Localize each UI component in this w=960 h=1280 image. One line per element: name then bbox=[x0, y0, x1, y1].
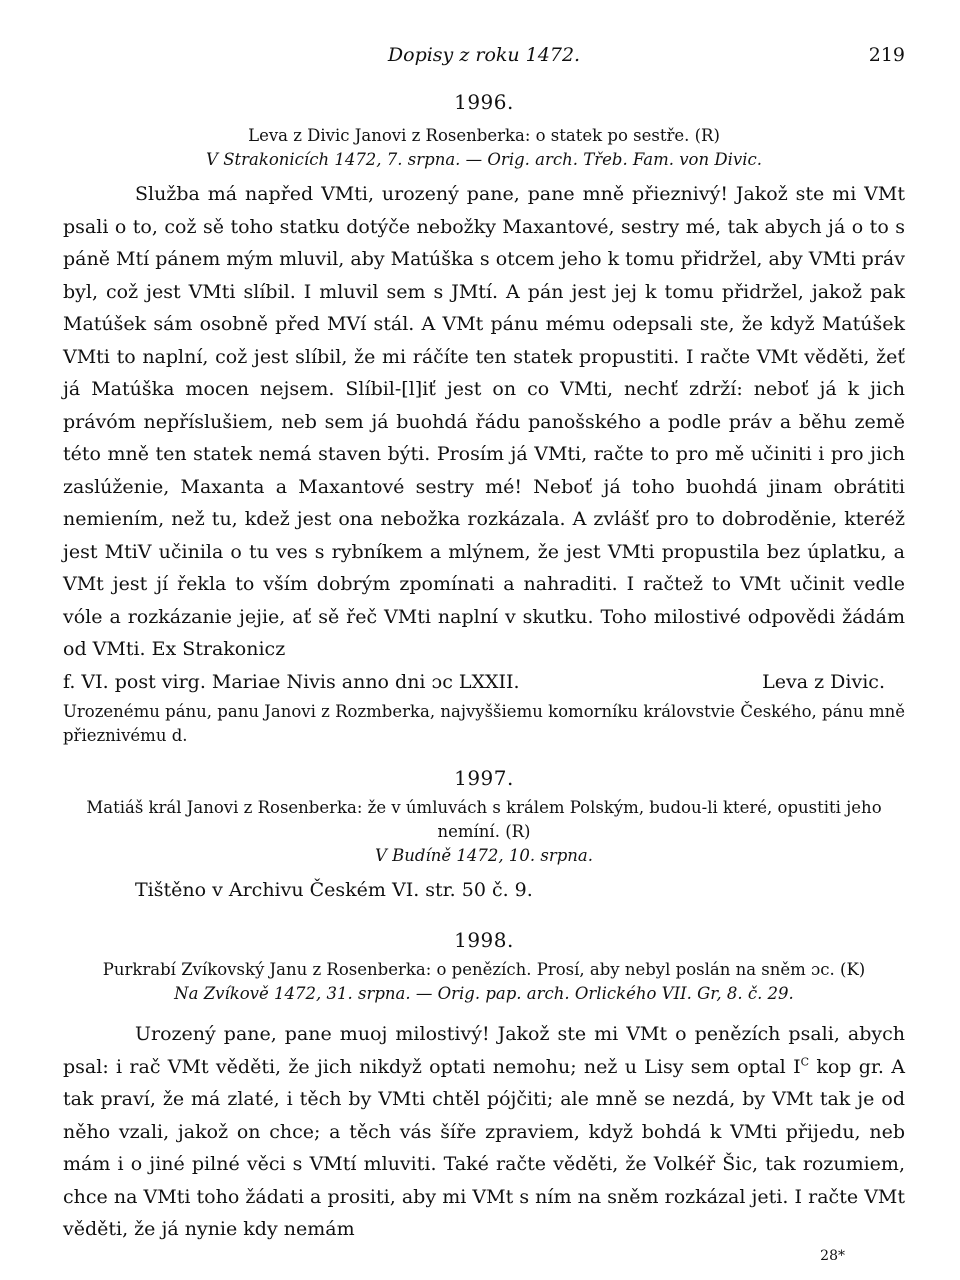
sheet-signature: 28* bbox=[820, 1247, 845, 1264]
letter-entry-1996 bbox=[63, 90, 905, 748]
entry-number: 1996. bbox=[454, 90, 514, 114]
running-head bbox=[63, 40, 905, 74]
closing-date: f. VI. post virg. Mariae Nivis anno dni ɔc LXXII. bbox=[63, 670, 520, 693]
letter-address: Urozenému pánu, panu Janovi z Rozmberka, najvyššiemu komorníku královstvie Českého, pánu mně přieznivému d. bbox=[63, 702, 905, 745]
letter-body-part: kop gr. A tak praví, že má zlaté, i těch by VMti chtěl pójčiti; ale mně se nezdá, by VMt tak je od něho vzali, jakož on chce; a těch vás šíře zpraviem, když bohdá k VMti přijedu, neb mám i o jiné pilné věci s VMtí mluviti. Také račte věděti, že Volkéř Šic, tak rozumiem, chce na VMti toho žádati a prositi, aby mi VMt s ním na sněm rozkázal jeti. I račte VMt věděti, že já nynie kdy nemám bbox=[63, 1055, 906, 1240]
superscript-mark: C bbox=[800, 1055, 810, 1069]
entry-number: 1997. bbox=[454, 766, 514, 790]
print-reference: Tištěno v Archivu Českém VI. str. 50 č. 9. bbox=[135, 879, 533, 901]
entry-dating: Na Zvíkově 1472, 31. srpna. — Orig. pap. arch. Orlického VII. Gr, 8. č. 29. bbox=[174, 984, 794, 1003]
entry-dating: V Strakonicích 1472, 7. srpna. — Orig. arch. Třeb. Fam. von Divic. bbox=[206, 150, 762, 169]
letter-entry-1997 bbox=[63, 766, 905, 906]
signature: Leva z Divic. bbox=[762, 670, 885, 693]
running-title: Dopisy z roku 1472. bbox=[387, 44, 581, 66]
entry-number: 1998. bbox=[454, 928, 514, 952]
letter-body bbox=[63, 1018, 905, 1246]
letter-entry-1998 bbox=[63, 928, 905, 1246]
entry-dating: V Budíně 1472, 10. srpna. bbox=[375, 846, 593, 865]
letter-body-part: Urozený pane, pane muoj milostivý! Jakož ste mi VMt o penězích psali, abych psal: i rač VMt věděti, že jich nikdyž optati nemohu; než u Lisy sem optal I bbox=[63, 1023, 905, 1078]
book-page bbox=[63, 40, 905, 1264]
entry-regest: Matiáš král Janovi z Rosenberka: že v úmluvách s králem Polským, budou-li které, opustiti jeho nemíní. (R) bbox=[86, 798, 882, 841]
closing-line bbox=[63, 666, 905, 699]
letter-body: Služba má napřed VMti, urozený pane, pane mně přieznivý! Jakož ste mi VMt psali o to, což sě toho statku dotýče nebožky Maxantové, sestry mé, tak abych já o to s páně Mtí pánem mým mluvil, aby Matúška s otcem jeho k tomu přidržel, aby VMti práv byl, což jest VMti slíbil. I mluvil sem s JMtí. A pán jest jej k tomu přidržel, jakož pak Matúšek sám osobně před MVí stál. A VMt pánu mému odepsali ste, že když Matúšek VMti to naplní, což jest slíbil, že mi ráčíte ten statek propustiti. I račte VMt věděti, žeť já Matúška mocen nejsem. Slíbil-[l]iť jest on co VMti, nechť zdrží: neboť já k jich právóm nepříslušiem, neb sem já buohdá řádu panošského a podle práv a běhu země této mně ten statek nemá staven býti. Prosím já VMti, račte to pro mě učiniti i pro jich zaslúženie, Maxanta a Maxantové sestry mé! Neboť já toho buohdá jinam obrátiti nemiením, než tu, kdež jest ona nebožka rozkázala. A zvlášť pro to dobroděnie, kteréž jest MtiV učinila o tu ves s rybníkem a mlýnem, že jest VMti propustila bez úplatku, a VMt jest jí řekla to vším dobrým zpomínati a nahraditi. I račtež to VMt učinit vedle vóle a rozkázanie jejie, ať sě řeč VMti naplní v skutku. Toho milostivé odpovědi žádám od VMti. Ex Strakonicz bbox=[63, 183, 905, 660]
page-number: 219 bbox=[868, 44, 905, 66]
entry-regest: Purkrabí Zvíkovský Janu z Rosenberka: o penězích. Prosí, aby nebyl poslán na sněm ɔc. (K) bbox=[102, 960, 866, 979]
entry-regest: Leva z Divic Janovi z Rosenberka: o statek po sestře. (R) bbox=[248, 126, 720, 145]
